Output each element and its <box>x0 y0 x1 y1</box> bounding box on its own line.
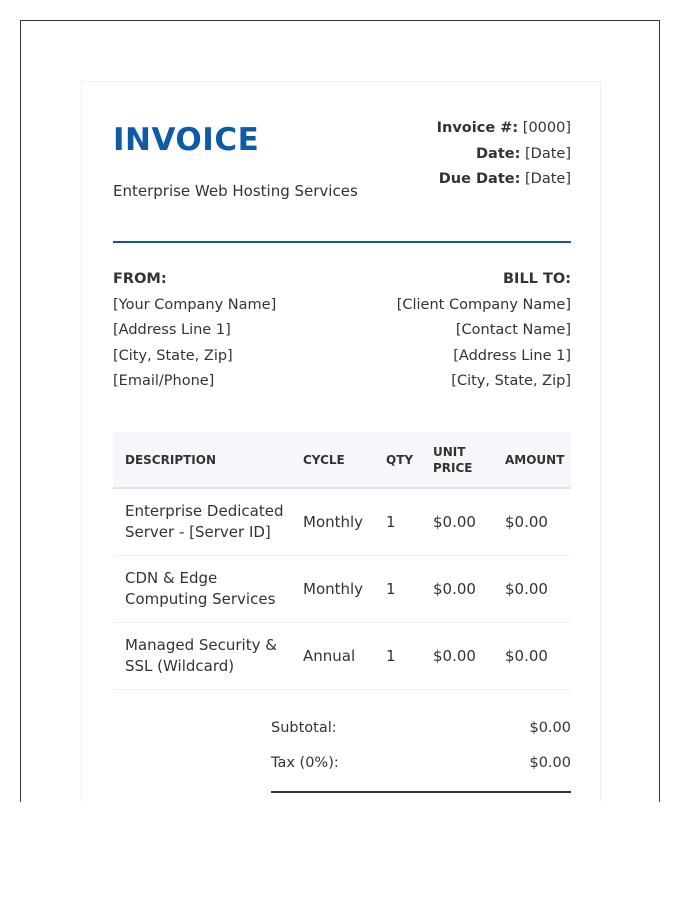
table-body <box>113 488 571 690</box>
invoice-due-date-value: [Date] <box>525 171 571 187</box>
from-heading: FROM: <box>113 271 167 287</box>
header-cycle: CYCLE <box>291 432 374 488</box>
invoice-date-value: [Date] <box>525 145 571 162</box>
tax-row <box>271 753 571 788</box>
header-amount: AMOUNT <box>493 432 571 488</box>
cell-amount: $0.00 <box>493 488 571 556</box>
description-line: Server - [Server ID] <box>125 523 271 541</box>
subtotal-label: Subtotal: <box>271 720 337 736</box>
header-divider <box>113 241 571 243</box>
cell-qty: 1 <box>374 488 421 556</box>
bill-to-line: [City, State, Zip] <box>451 373 571 390</box>
cell-cycle: Annual <box>291 623 374 690</box>
from-line: [Address Line 1] <box>113 322 231 339</box>
description-line: CDN & Edge <box>125 569 218 587</box>
bill-to-line: [Address Line 1] <box>453 347 571 364</box>
cell-cycle: Monthly <box>291 556 374 623</box>
line-items-table <box>113 432 571 690</box>
cell-cycle: Monthly <box>291 488 374 556</box>
cell-description <box>113 556 291 623</box>
table-header-row <box>113 432 571 488</box>
document-viewport <box>20 20 660 802</box>
invoice-number-line <box>437 116 571 142</box>
invoice-number-value: [0000] <box>522 120 571 136</box>
table-row <box>113 623 571 690</box>
totals-section <box>271 718 571 788</box>
header-unit-price-line: UNIT <box>433 444 466 459</box>
cell-unit-price: $0.00 <box>421 623 493 690</box>
invoice-due-date-line <box>437 167 571 193</box>
totals-divider <box>271 791 571 793</box>
description-line: Computing Services <box>125 590 276 608</box>
description-line: SSL (Wildcard) <box>125 657 235 675</box>
cell-qty: 1 <box>374 556 421 623</box>
tax-value: $0.00 <box>529 755 571 771</box>
bill-to-line: [Client Company Name] <box>396 296 571 313</box>
from-line: [Your Company Name] <box>113 296 277 313</box>
subtotal-row <box>271 718 571 753</box>
description-line: Enterprise Dedicated <box>125 502 284 520</box>
cell-description <box>113 623 291 690</box>
bill-to-heading: BILL TO: <box>503 271 571 287</box>
invoice-subtitle: Enterprise Web Hosting Services <box>113 182 358 200</box>
cell-amount: $0.00 <box>493 556 571 623</box>
from-line: [Email/Phone] <box>113 373 215 390</box>
cell-unit-price: $0.00 <box>421 488 493 556</box>
cell-unit-price: $0.00 <box>421 556 493 623</box>
invoice-number-label: Invoice #: <box>436 120 519 136</box>
bill-to-block <box>397 267 571 395</box>
header-qty: QTY <box>374 432 421 488</box>
table-row <box>113 556 571 623</box>
subtotal-value: $0.00 <box>529 720 571 736</box>
invoice-sheet <box>81 81 601 802</box>
invoice-date-label: Date: <box>476 145 521 162</box>
invoice-title: INVOICE <box>113 122 260 158</box>
invoice-meta <box>437 116 571 193</box>
cell-amount: $0.00 <box>493 623 571 690</box>
tax-label: Tax (0%): <box>271 755 339 771</box>
table-row <box>113 488 571 556</box>
header-unit-price <box>421 432 493 488</box>
description-line: Managed Security & <box>125 636 277 654</box>
invoice-date-line <box>437 142 571 168</box>
from-block <box>113 267 276 395</box>
table-header <box>113 432 571 488</box>
invoice-due-date-label: Due Date: <box>438 171 521 187</box>
bill-to-line: [Contact Name] <box>455 322 571 339</box>
header-unit-price-line: PRICE <box>433 460 473 475</box>
from-line: [City, State, Zip] <box>113 347 233 364</box>
cell-description <box>113 488 291 556</box>
header-description: DESCRIPTION <box>113 432 291 488</box>
cell-qty: 1 <box>374 623 421 690</box>
